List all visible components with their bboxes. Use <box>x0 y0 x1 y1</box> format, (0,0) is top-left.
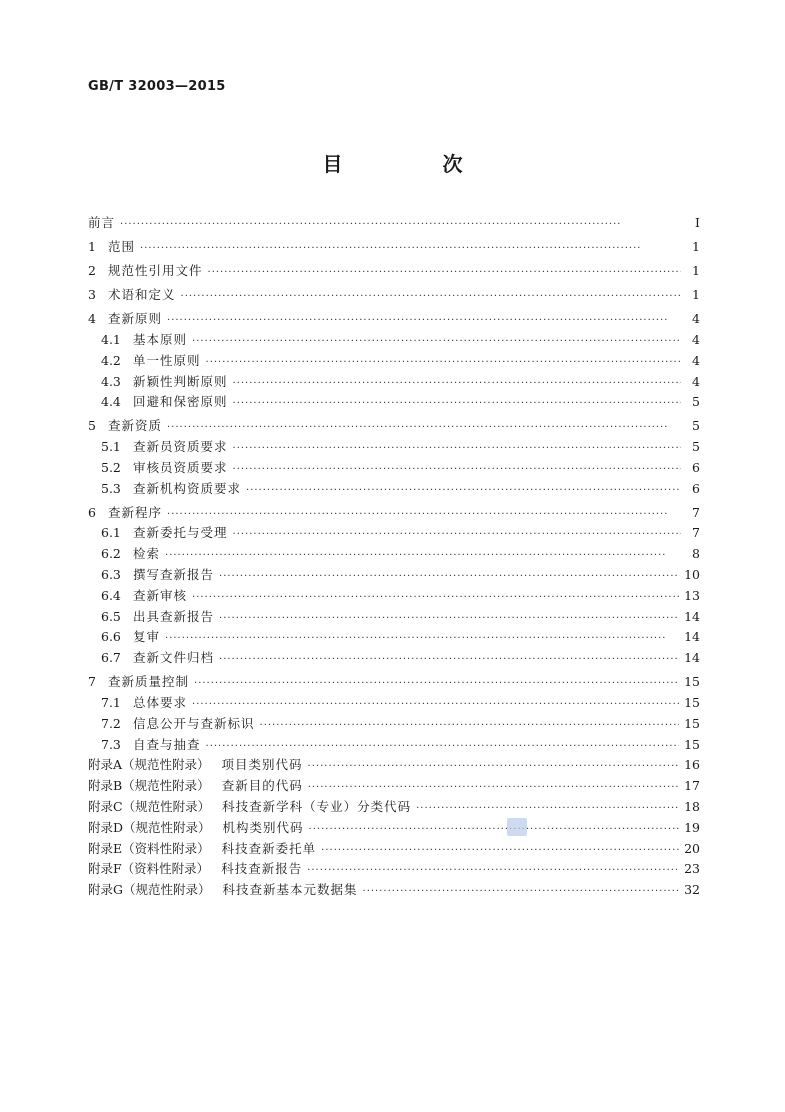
toc-entry-page: 14 <box>684 608 700 624</box>
toc-entry-number: 附录E（资料性附录） <box>88 840 210 856</box>
toc-dot-leader <box>307 861 679 882</box>
toc-entry-label: 新颖性判断原则 <box>133 373 228 389</box>
toc-entry[interactable] <box>88 237 700 258</box>
toc-entry-number: 4.3 <box>101 373 121 389</box>
toc-entry[interactable] <box>88 544 700 565</box>
toc-entry-label: 查新目的代码 <box>221 778 303 794</box>
toc-dot-leader <box>208 263 681 284</box>
toc-entry-label: 查新审核 <box>133 587 188 603</box>
toc-entry-label: 查新质量控制 <box>108 674 190 690</box>
toc-dot-leader <box>219 567 679 588</box>
toc-entry-number: 附录B（规范性附录） <box>88 778 210 794</box>
toc-entry-label: 自查与抽查 <box>133 736 201 752</box>
toc-dot-leader <box>181 287 681 308</box>
toc-entry-page: 7 <box>692 504 700 520</box>
toc-entry-number: 附录G（规范性附录） <box>88 882 211 898</box>
toc-entry[interactable] <box>88 818 700 839</box>
toc-entry[interactable] <box>88 672 700 693</box>
toc-dot-leader <box>206 353 681 374</box>
toc-entry-number: 6.4 <box>101 587 121 603</box>
toc-dot-leader <box>233 439 681 460</box>
toc-entry[interactable] <box>88 627 700 648</box>
toc-entry-label: 科技查新基本元数据集 <box>222 882 358 898</box>
toc-entry[interactable] <box>88 714 700 735</box>
toc-entry[interactable] <box>88 880 700 901</box>
toc-dot-leader <box>308 778 679 799</box>
toc-entry[interactable] <box>88 309 700 330</box>
toc-dot-leader <box>219 609 679 630</box>
toc-entry[interactable] <box>88 586 700 607</box>
toc-dot-leader <box>233 394 681 415</box>
toc-entry-label: 基本原则 <box>133 331 188 347</box>
toc-entry-page: 4 <box>692 311 700 327</box>
toc-dot-leader <box>165 629 679 650</box>
toc-entry-label: 查新资质 <box>108 418 163 434</box>
toc-entry[interactable] <box>88 607 700 628</box>
toc-entry-number: 附录C（规范性附录） <box>88 799 211 815</box>
toc-entry-label: 检索 <box>133 546 161 562</box>
toc-entry-number: 4.2 <box>101 352 121 368</box>
toc-entry-number: 7.3 <box>101 736 121 752</box>
toc-entry[interactable] <box>88 285 700 306</box>
toc-entry-label: 查新原则 <box>108 311 163 327</box>
toc-dot-leader <box>309 820 680 841</box>
toc-dot-leader <box>140 239 681 260</box>
toc-entry-page: 15 <box>684 715 700 731</box>
toc-entry-label: 回避和保密原则 <box>133 394 228 410</box>
toc-entry[interactable] <box>88 839 700 860</box>
toc-entry-label: 项目类别代码 <box>221 757 303 773</box>
toc-entry-label: 查新员资质要求 <box>133 439 228 455</box>
toc-entry-page: 32 <box>684 882 700 898</box>
toc-entry-label: 前言 <box>88 215 116 231</box>
toc-dot-leader <box>260 716 680 737</box>
toc-entry-number: 1 <box>88 239 96 255</box>
toc-entry[interactable] <box>88 755 700 776</box>
toc-entry[interactable] <box>88 416 700 437</box>
toc-entry-number: 6.2 <box>101 546 121 562</box>
page-title: 目 次 <box>322 152 503 176</box>
toc-entry[interactable] <box>88 693 700 714</box>
toc-entry-number: 6.3 <box>101 567 121 583</box>
toc-entry[interactable] <box>88 351 700 372</box>
toc-dot-leader <box>363 882 680 903</box>
toc-entry-number: 7.1 <box>101 695 121 711</box>
toc-entry-number: 附录D（规范性附录） <box>88 819 211 835</box>
toc-entry-number: 6.1 <box>101 525 121 541</box>
toc-dot-leader <box>246 481 681 502</box>
toc-dot-leader <box>233 374 681 395</box>
toc-entry-page: 20 <box>684 840 700 856</box>
toc-dot-leader <box>233 525 681 546</box>
toc-dot-leader <box>192 588 679 609</box>
toc-entry-label: 查新委托与受理 <box>133 525 228 541</box>
toc-entry-number: 7.2 <box>101 715 121 731</box>
toc-entry[interactable] <box>88 503 700 524</box>
toc-dot-leader <box>321 841 679 862</box>
toc-dot-leader <box>120 215 681 236</box>
toc-entry-label: 科技查新学科（专业）分类代码 <box>222 799 412 815</box>
toc-entry-page: 13 <box>684 587 700 603</box>
toc-entry-label: 查新文件归档 <box>133 650 215 666</box>
toc-entry-number: 附录F（资料性附录） <box>88 861 210 877</box>
toc-entry-page: 6 <box>692 459 700 475</box>
toc-entry-label: 规范性引用文件 <box>108 263 203 279</box>
toc-entry-page: 8 <box>692 546 700 562</box>
toc-entry[interactable] <box>88 213 700 234</box>
toc-entry-page: 1 <box>692 263 700 279</box>
toc-entry-page: I <box>695 215 700 231</box>
toc-entry-number: 4.4 <box>101 394 121 410</box>
toc-entry-page: 1 <box>692 287 700 303</box>
toc-entry-label: 复审 <box>133 629 161 645</box>
toc-entry-label: 查新机构资质要求 <box>133 480 242 496</box>
toc-entry-label: 撰写查新报告 <box>133 567 215 583</box>
toc-entry-page: 5 <box>692 418 700 434</box>
toc-dot-leader <box>308 757 680 778</box>
toc-entry-label: 出具查新报告 <box>133 608 215 624</box>
toc-entry[interactable] <box>88 392 700 413</box>
toc-dot-leader <box>233 460 681 481</box>
toc-entry[interactable] <box>88 648 700 669</box>
toc-entry-label: 审核员资质要求 <box>133 459 228 475</box>
toc-entry-number: 2 <box>88 263 96 279</box>
toc-entry-label: 术语和定义 <box>108 287 176 303</box>
toc-entry-page: 15 <box>684 736 700 752</box>
table-of-contents <box>88 210 700 901</box>
toc-entry-label: 信息公开与查新标识 <box>133 715 255 731</box>
toc-entry[interactable] <box>88 565 700 586</box>
toc-dot-leader <box>192 695 679 716</box>
toc-entry-page: 23 <box>684 861 700 877</box>
toc-entry-page: 4 <box>692 331 700 347</box>
toc-entry[interactable] <box>88 523 700 544</box>
scan-artifact <box>507 818 527 836</box>
standard-code: GB/T 32003—2015 <box>88 79 226 94</box>
toc-entry-label: 科技查新报告 <box>221 861 303 877</box>
toc-entry[interactable] <box>88 859 700 880</box>
toc-entry-number: 6.7 <box>101 650 121 666</box>
toc-entry-page: 10 <box>684 567 700 583</box>
toc-entry-page: 6 <box>692 480 700 496</box>
toc-dot-leader <box>192 332 681 353</box>
toc-entry-page: 4 <box>692 373 700 389</box>
toc-entry-number: 6 <box>88 504 96 520</box>
toc-entry[interactable] <box>88 261 700 282</box>
toc-entry-page: 18 <box>684 799 700 815</box>
toc-entry-number: 7 <box>88 674 96 690</box>
toc-dot-leader <box>219 650 679 671</box>
toc-entry-page: 19 <box>684 819 700 835</box>
toc-entry-number: 5.2 <box>101 459 121 475</box>
toc-entry-label: 机构类别代码 <box>222 819 304 835</box>
toc-entry-number: 4.1 <box>101 331 121 347</box>
toc-entry[interactable] <box>88 330 700 351</box>
toc-entry-number: 5.1 <box>101 439 121 455</box>
toc-entry-page: 14 <box>684 650 700 666</box>
toc-entry-page: 5 <box>692 394 700 410</box>
toc-entry-page: 7 <box>692 525 700 541</box>
toc-entry[interactable] <box>88 372 700 393</box>
toc-entry-label: 单一性原则 <box>133 352 201 368</box>
toc-entry[interactable] <box>88 797 700 818</box>
toc-entry-page: 15 <box>684 695 700 711</box>
toc-entry-number: 6.5 <box>101 608 121 624</box>
toc-dot-leader <box>416 799 679 820</box>
toc-entry-label: 范围 <box>108 239 136 255</box>
toc-entry-label: 总体要求 <box>133 695 188 711</box>
toc-entry-page: 14 <box>684 629 700 645</box>
toc-entry[interactable] <box>88 479 700 500</box>
toc-entry-number: 5 <box>88 418 96 434</box>
toc-dot-leader <box>167 505 681 526</box>
toc-dot-leader <box>194 674 679 695</box>
toc-entry-number: 6.6 <box>101 629 121 645</box>
toc-entry[interactable] <box>88 458 700 479</box>
toc-entry[interactable] <box>88 437 700 458</box>
toc-entry-page: 16 <box>684 757 700 773</box>
toc-entry-page: 5 <box>692 439 700 455</box>
toc-entry-page: 4 <box>692 352 700 368</box>
toc-entry[interactable] <box>88 776 700 797</box>
toc-entry-label: 查新程序 <box>108 504 163 520</box>
toc-dot-leader <box>206 737 680 758</box>
toc-entry-page: 17 <box>684 778 700 794</box>
toc-entry-label: 科技查新委托单 <box>221 840 317 856</box>
toc-entry-number: 4 <box>88 311 96 327</box>
toc-dot-leader <box>165 546 681 567</box>
toc-entry-number: 5.3 <box>101 480 121 496</box>
toc-entry[interactable] <box>88 735 700 756</box>
toc-dot-leader <box>167 311 681 332</box>
toc-entry-page: 1 <box>692 239 700 255</box>
toc-entry-number: 3 <box>88 287 96 303</box>
toc-entry-page: 15 <box>684 674 700 690</box>
toc-entry-number: 附录A（规范性附录） <box>88 757 210 773</box>
toc-dot-leader <box>167 418 681 439</box>
